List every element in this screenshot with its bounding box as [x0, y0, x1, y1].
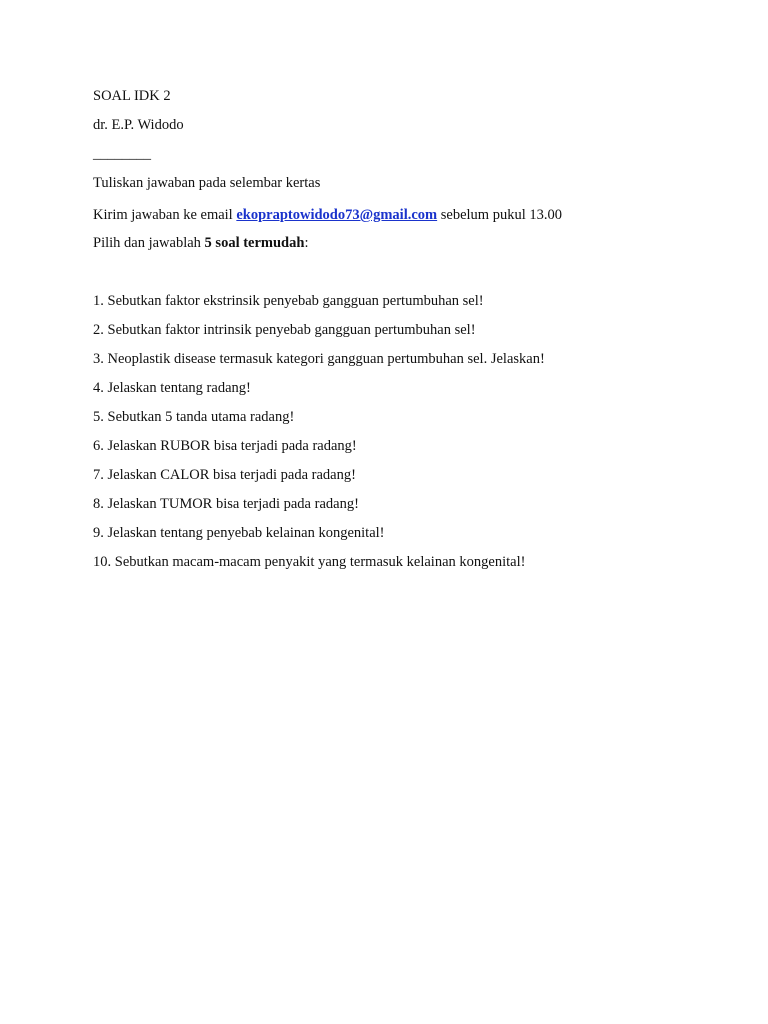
instruction-email: [93, 206, 562, 224]
document-title: SOAL IDK 2: [93, 88, 171, 104]
question-item: 4. Jelaskan tentang radang!: [93, 380, 251, 396]
author-name: dr. E.P. Widodo: [93, 117, 184, 133]
question-item: 9. Jelaskan tentang penyebab kelainan kongenital!: [93, 525, 385, 541]
instruction-choose: [93, 234, 308, 252]
email-suffix: sebelum pukul 13.00: [437, 207, 562, 223]
question-item: 5. Sebutkan 5 tanda utama radang!: [93, 409, 295, 425]
separator-line: ________: [93, 146, 151, 162]
question-item: 7. Jelaskan CALOR bisa terjadi pada radang!: [93, 467, 356, 483]
instruction-paper: Tuliskan jawaban pada selembar kertas: [93, 175, 321, 191]
question-item: 6. Jelaskan RUBOR bisa terjadi pada radang!: [93, 438, 357, 454]
question-item: 8. Jelaskan TUMOR bisa terjadi pada radang!: [93, 496, 359, 512]
question-item: 10. Sebutkan macam-macam penyakit yang termasuk kelainan kongenital!: [93, 554, 526, 570]
choose-bold: 5 soal termudah: [204, 235, 305, 251]
question-item: 1. Sebutkan faktor ekstrinsik penyebab gangguan pertumbuhan sel!: [93, 293, 484, 309]
email-prefix: Kirim jawaban ke email: [93, 207, 237, 223]
question-item: 3. Neoplastik disease termasuk kategori gangguan pertumbuhan sel. Jelaskan!: [93, 351, 545, 367]
question-item: 2. Sebutkan faktor intrinsik penyebab gangguan pertumbuhan sel!: [93, 322, 476, 338]
email-link[interactable]: ekopraptowidodo73@gmail.com: [236, 207, 438, 223]
choose-suffix: :: [304, 235, 309, 251]
choose-prefix: Pilih dan jawablah: [93, 235, 205, 251]
